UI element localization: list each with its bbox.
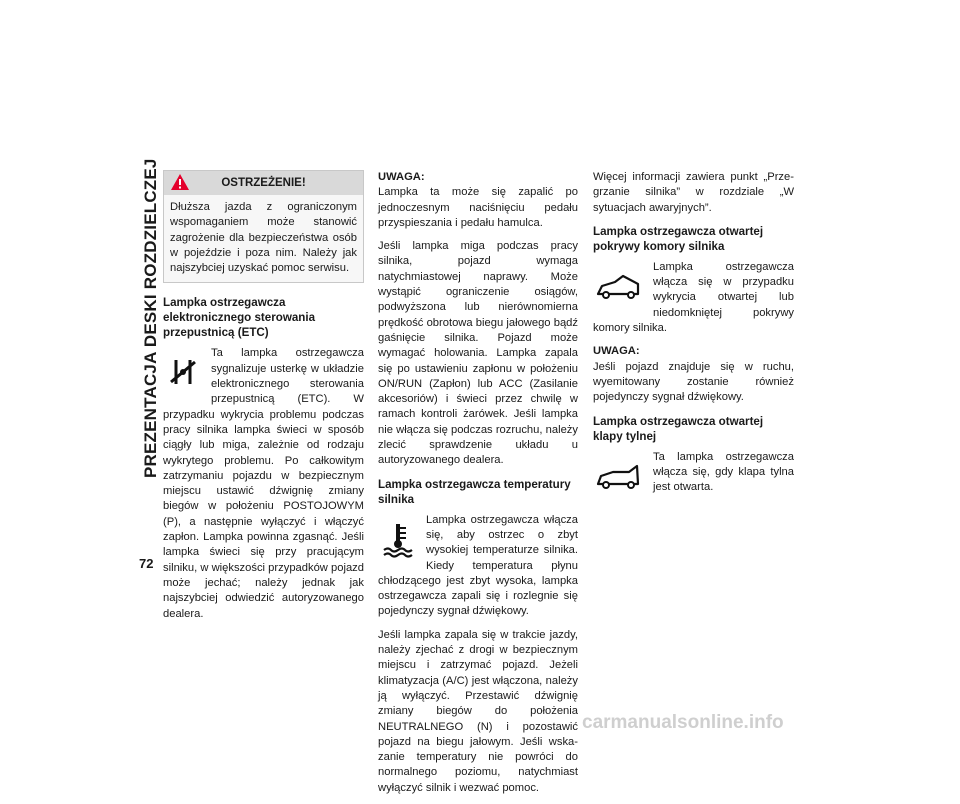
warning-box <box>163 170 364 283</box>
hood-body: Lampka ostrzegawcza włącza się w przypadku wykrycia otwartej lub niedomkniętej pokrywy komory silnika. <box>593 260 794 335</box>
warning-header <box>164 171 363 195</box>
warning-title: OSTRZEŻENIE! <box>221 177 306 189</box>
coolant-temperature-icon <box>378 519 418 559</box>
column-1 <box>163 170 364 630</box>
liftgate-body: Ta lampka ostrzegawcza włącza się, gdy klapa tylna jest otwarta. <box>653 450 794 494</box>
etc-heading: Lampka ostrzegawcza elektronicznego sterowania przepustnicą (ETC) <box>163 296 316 340</box>
liftgate-open-icon <box>593 456 643 496</box>
hood-open-icon <box>593 266 643 306</box>
temp-paragraph-3: Więcej informacji zawiera punkt „Przegrzanie silnika” w rozdziale „W sytuacjach awaryjnych”. <box>593 171 794 214</box>
temp-section <box>378 513 578 620</box>
note-text: Jeśli pojazd znajduje się w ruchu, wyemitowany zostanie również pojedynczy sygnał dźwiękowy. <box>593 360 794 404</box>
temp-body: Lampka ostrzegawcza włącza się, aby ostrzec o zbyt wysokiej temperaturze silnika. Kiedy temperatura płynu chłodzącego jest zbyt wysoka, lampka ostrzegawcza zapali się i rozlegnie się pojedynczy sygnał dźwiękowy. <box>378 513 578 618</box>
etc-flash-paragraph: Jeśli lampka miga podczas pracy silnika, pojazd wymaga natychmiastowej naprawy. Może wystąpić ograniczenie osiągów, podwyższona lub nierównomierna prędkość obrotowa biegu jałowego bądź gaśnięcie silnika. Pojazd może wymagać holowania. Lampka zapala się po ustawieniu zapłonu w położeniu ON/RUN (Zapłon) lub ACC (Zasilanie akcesoriów) i świeci przez chwilę w ramach kontroli żarówek. Jeśli lampka nie włącza się podczas rozruchu, należy zlecić sprawdzenie układu u autoryzowanego dealera. <box>378 240 578 467</box>
page-number: 72 <box>139 556 154 571</box>
column-3 <box>593 170 794 503</box>
watermark: carmanualsonline.info <box>582 712 784 733</box>
chapter-title: PREZENTACJA DESKI ROZDZIELCZEJ <box>141 158 160 478</box>
etc-warning-icon <box>163 352 203 392</box>
liftgate-heading: Lampka ostrzegawcza otwartej klapy tylnej <box>593 414 764 443</box>
column-2 <box>378 170 578 804</box>
warning-body: Dłuższa jazda z ograniczonym wspomaganiem może stanowić zagrożenie dla bezpieczeństwa osób w pojeździe i poza nim. Należy jak najszybciej uzyskać pomoc serwisu. <box>170 201 357 275</box>
warning-triangle-icon <box>170 173 190 200</box>
hood-section <box>593 260 794 344</box>
hood-heading: Lampka ostrzegawcza otwartej pokrywy komory silnika <box>593 224 764 253</box>
note-label: UWAGA: <box>378 171 425 183</box>
temp-heading: Lampka ostrzegawcza temperatury silnika <box>378 477 571 506</box>
note-text: Lampka ta może się zapalić po jednoczesnym naciśnięciu pedału przyspieszania i pedału hamulca. <box>378 186 578 229</box>
etc-section <box>163 346 364 621</box>
note-label: UWAGA: <box>593 345 640 358</box>
temp-paragraph-2: Jeśli lampka zapala się w trakcie jazdy, należy zjechać z drogi w bezpiecznym miejscu i zatrzymać pojazd. Jeżeli klimatyzacja (A/C) jest włączona, należy ją wyłączyć. Przestawić dźwignię zmiany biegów do położenia NEUTRALNEGO (N) i pozostawić pojazd na biegu jałowym. Jeśli wskazanie temperatury nie powróci do normalnego poziomu, natychmiast wyłączyć silnik i wezwać pomoc. <box>378 628 578 794</box>
etc-body: Ta lampka ostrzegawcza sygnalizuje usterkę w układzie elektronicznego sterowania przepustnicą (ETC). W przypadku wykrycia problemu podczas pracy silnika lampka świeci w sposób ciągły lub miga, zależnie od rodzaju wykrytego problemu. Po całkowitym zatrzymaniu pojazdu w bezpiecznym miejscu ustawić dźwignię zmiany biegów w położeniu POSTOJOWYM (P), a następnie wyłączyć i włączyć zapłon. Lampka powinna zgasnąć. Jeśli lampka świeci się przy pracującym silniku, w większości przypadków pojazd może jechać; należy jednak jak najszybciej odwiedzić autoryzowanego dealera. <box>163 347 364 620</box>
liftgate-section <box>593 450 794 504</box>
